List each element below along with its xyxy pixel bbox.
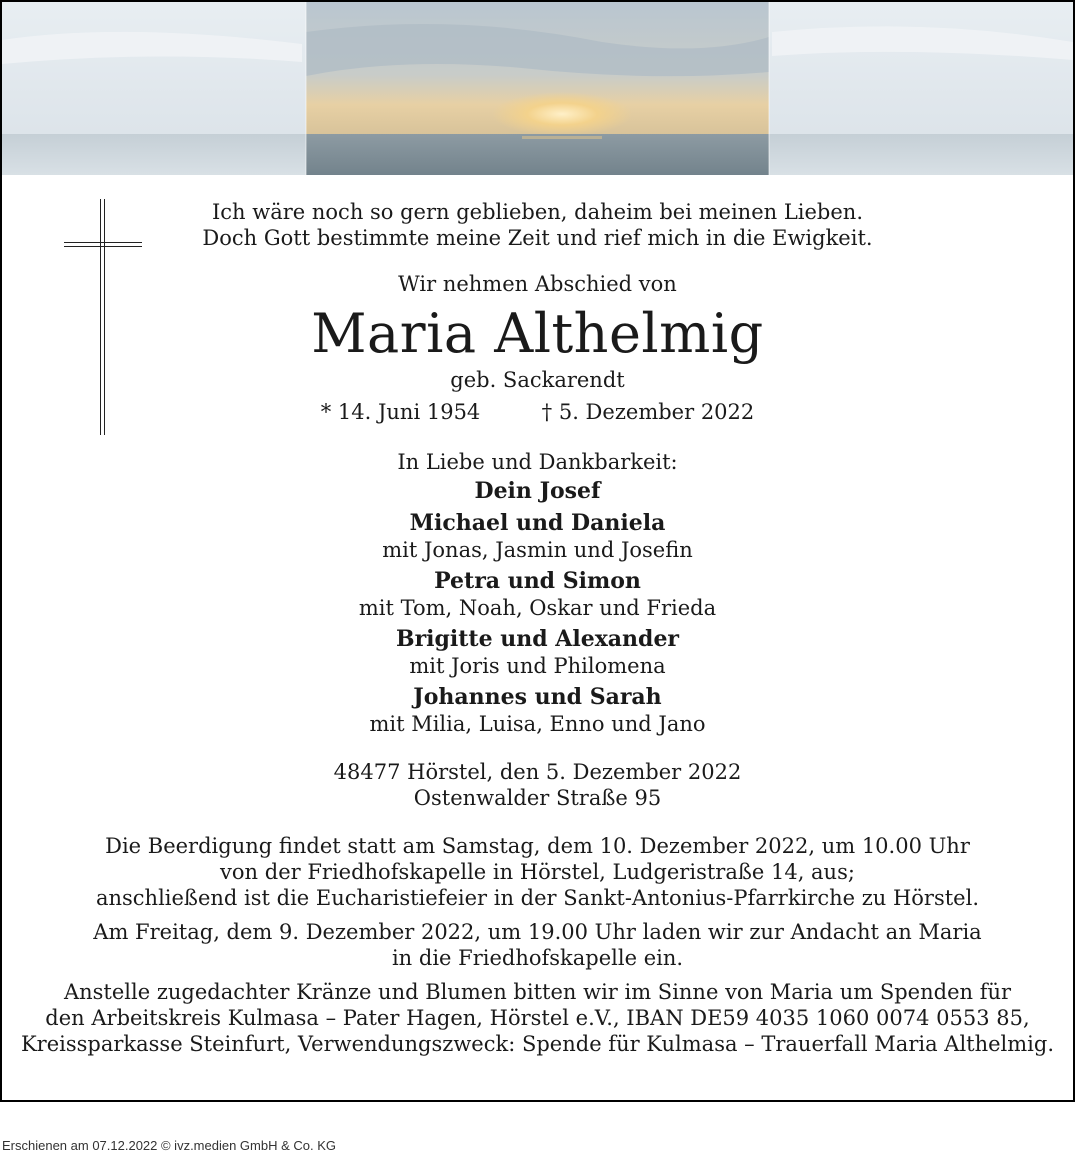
donation-line-3: Kreissparkasse Steinfurt, Verwendungszweck: Spende für Kulmasa – Trauerfall Maria Althelmig. bbox=[20, 1032, 1055, 1056]
verse-line-1: Ich wäre noch so gern geblieben, daheim bei meinen Lieben. bbox=[212, 200, 863, 224]
verse-line-2: Doch Gott bestimmte meine Zeit und rief mich in die Ewigkeit. bbox=[202, 226, 873, 250]
address-date: 48477 Hörstel, den 5. Dezember 2022 bbox=[333, 760, 742, 784]
address-street: Ostenwalder Straße 95 bbox=[413, 786, 662, 810]
funeral-line-1: Die Beerdigung findet statt am Samstag, dem 10. Dezember 2022, um 10.00 Uhr bbox=[105, 834, 970, 858]
donation-line-2: den Arbeitskreis Kulmasa – Pater Hagen, Hörstel e.V., IBAN DE59 4035 1060 0074 0553 85, bbox=[45, 1006, 1030, 1030]
farewell-intro: Wir nehmen Abschied von bbox=[398, 272, 677, 296]
funeral-line-3: anschließend ist die Eucharistiefeier in der Sankt-Antonius-Pfarrkirche zu Hörstel. bbox=[95, 886, 980, 910]
funeral-line-2: von der Friedhofskapelle in Hörstel, Ludgeristraße 14, aus; bbox=[220, 860, 855, 884]
mourner-children: mit Jonas, Jasmin und Josefin bbox=[382, 538, 693, 562]
mourner-names: Dein Josef bbox=[474, 478, 601, 504]
deceased-name: Maria Althelmig bbox=[311, 302, 764, 365]
mourner-names: Johannes und Sarah bbox=[413, 684, 662, 710]
birth-date: * 14. Juni 1954 bbox=[320, 400, 481, 424]
devotion-line-2: in die Friedhofskapelle ein. bbox=[391, 946, 684, 970]
mourners-heading: In Liebe und Dankbarkeit: bbox=[397, 450, 678, 474]
mourner-children: mit Milia, Luisa, Enno und Jano bbox=[369, 712, 706, 736]
mourner-names: Petra und Simon bbox=[434, 568, 641, 594]
life-dates bbox=[2, 399, 1073, 425]
mourner-names: Brigitte und Alexander bbox=[395, 626, 680, 652]
mourner-children: mit Tom, Noah, Oskar und Frieda bbox=[358, 596, 717, 620]
death-date: † 5. Dezember 2022 bbox=[541, 400, 755, 424]
obituary-text bbox=[2, 175, 1073, 1057]
sunset-sea-banner bbox=[2, 2, 1073, 175]
mourner-children: mit Joris und Philomena bbox=[409, 654, 666, 678]
devotion-line-1: Am Freitag, dem 9. Dezember 2022, um 19.00 Uhr laden wir zur Andacht an Maria bbox=[93, 920, 982, 944]
publication-footer: Erschienen am 07.12.2022 © ivz.medien GmbH & Co. KG bbox=[2, 1138, 337, 1153]
birth-name: geb. Sackarendt bbox=[450, 368, 625, 392]
donation-line-1: Anstelle zugedachter Kränze und Blumen bitten wir im Sinne von Maria um Spenden für bbox=[63, 980, 1012, 1004]
mourner-names: Michael und Daniela bbox=[409, 510, 666, 536]
